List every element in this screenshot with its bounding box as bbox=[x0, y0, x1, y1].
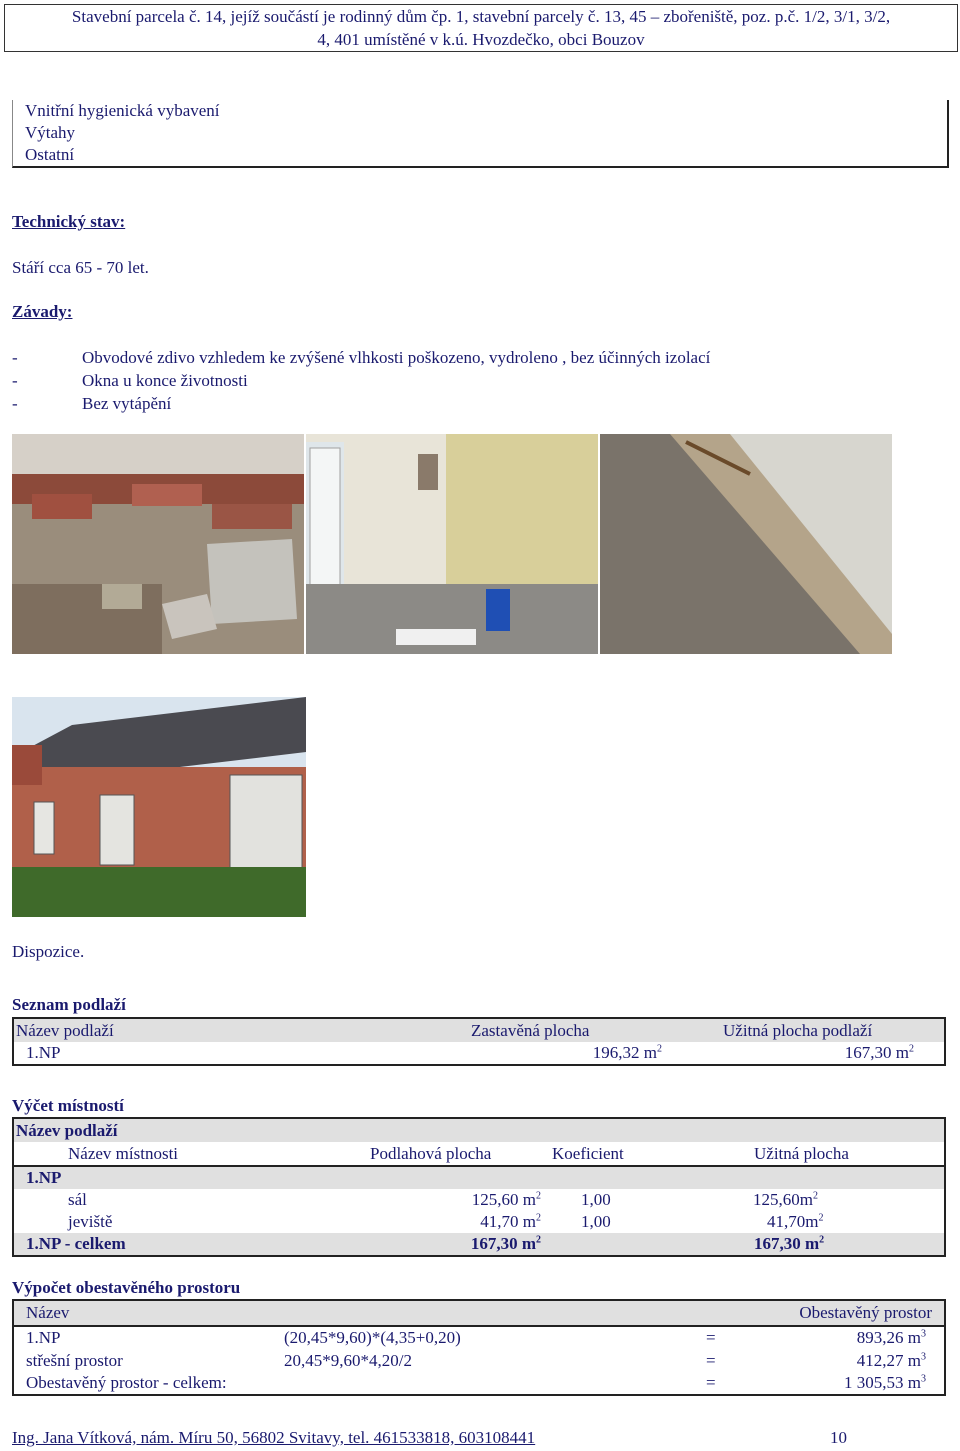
rooms-header-name: Název místnosti bbox=[68, 1143, 179, 1163]
table-row bbox=[13, 1211, 945, 1233]
equipment-item: Vnitřní hygienická vybavení bbox=[25, 101, 220, 120]
rooms-header-area: Podlahová plocha bbox=[370, 1143, 492, 1163]
rooms-total-label: 1.NP - celkem bbox=[26, 1234, 126, 1253]
room-usable: $41,70m^2$ bbox=[767, 1212, 824, 1231]
disposition-label: Dispozice. bbox=[12, 942, 85, 961]
volume-row-eq: = bbox=[706, 1373, 716, 1392]
defect-item: - Bez vytápění bbox=[12, 394, 172, 413]
volume-row-value: 893,26 $m^3$ bbox=[856, 1328, 926, 1347]
page-header bbox=[4, 4, 958, 52]
defect-item: - Okna u konce životnosti bbox=[12, 371, 248, 390]
volume-row-formula: (20,45*9,60)*(4,35+0,20) bbox=[284, 1328, 461, 1347]
rooms-header-coef: Koeficient bbox=[552, 1143, 624, 1163]
room-coef: 1,00 bbox=[581, 1212, 611, 1231]
volume-header-value: Obestavěný prostor bbox=[799, 1303, 932, 1322]
rooms-total-usable: 167,30 $m^2$ bbox=[754, 1234, 825, 1253]
room-name: sál bbox=[68, 1190, 87, 1209]
volume-header-name: Název bbox=[26, 1303, 70, 1322]
footer-contact: Ing. Jana Vítková, nám. Míru 50, 56802 Svitavy, tel. 461533818, 603108441 bbox=[12, 1428, 536, 1447]
photo-wall-base bbox=[600, 434, 892, 654]
room-coef: 1,00 bbox=[581, 1190, 611, 1209]
table-row bbox=[13, 1326, 945, 1349]
floors-heading: Seznam podlaží bbox=[12, 995, 126, 1014]
rooms-table bbox=[12, 1117, 946, 1257]
rooms-heading: Výčet místností bbox=[12, 1096, 124, 1115]
table-row bbox=[13, 1189, 945, 1211]
volume-row-formula: 20,45*9,60*4,20/2 bbox=[284, 1350, 412, 1370]
volume-heading: Výpočet obestavěného prostoru bbox=[12, 1278, 241, 1297]
photo-interior bbox=[306, 434, 598, 654]
rooms-floor-header: Název podlaží bbox=[16, 1120, 118, 1140]
floors-row-built: 196,32 $m^2$ bbox=[592, 1043, 662, 1062]
rooms-floor-name: 1.NP bbox=[26, 1168, 62, 1187]
equipment-list bbox=[12, 100, 949, 168]
equipment-item: Ostatní bbox=[25, 145, 75, 164]
page-number: 10 bbox=[830, 1428, 847, 1447]
defects-list bbox=[12, 346, 710, 415]
header-line-1: Stavební parcela č. 14, jejíž součástí je rodinný dům čp. 1, stavební parcely č. 13, 45 – zbořeniště, poz. p.č. 1/2, 3/1, 3/2, bbox=[71, 7, 891, 26]
volume-table bbox=[12, 1299, 946, 1396]
volume-row-eq: = bbox=[706, 1328, 716, 1347]
header-line-2: 4, 401 umístěné v k.ú. Hvozdečko, obci Bouzov bbox=[317, 30, 645, 49]
technical-heading: Technický stav: bbox=[12, 212, 126, 231]
rooms-total-area: 167,30 $m^2$ bbox=[470, 1234, 541, 1253]
floors-row-usable: 167,30 $m^2$ bbox=[844, 1043, 914, 1062]
table-row bbox=[13, 1372, 945, 1395]
volume-row-formula bbox=[283, 1372, 705, 1395]
defect-item: - Obvodové zdivo vzhledem ke zvýšené vlhkosti poškozeno, vydroleno , bez účinných izolací bbox=[12, 348, 711, 367]
photo-exterior bbox=[12, 697, 306, 917]
floors-header-usable: Užitná plocha podlaží bbox=[723, 1020, 873, 1040]
room-name: jeviště bbox=[68, 1212, 113, 1231]
photo-damaged-wall bbox=[12, 434, 304, 654]
room-area: 125,60 $m^2$ bbox=[471, 1190, 541, 1209]
equipment-item: Výtahy bbox=[25, 123, 76, 142]
volume-row-value: 1 305,53 $m^3$ bbox=[844, 1373, 926, 1392]
building-age: Stáří cca 65 - 70 let. bbox=[12, 258, 149, 277]
floors-row-name: 1.NP bbox=[26, 1043, 61, 1062]
room-usable: $125,60m^2$ bbox=[753, 1190, 818, 1209]
volume-row-name: 1.NP bbox=[26, 1328, 61, 1347]
volume-row-name: Obestavěný prostor - celkem: bbox=[26, 1373, 227, 1392]
rooms-header-usable: Užitná plocha bbox=[754, 1143, 849, 1163]
floors-table bbox=[12, 1017, 946, 1066]
volume-row-name: střešní prostor bbox=[26, 1350, 123, 1370]
room-area: 41,70 $m^2$ bbox=[480, 1212, 541, 1231]
floors-header-name: Název podlaží bbox=[16, 1020, 114, 1040]
volume-row-eq: = bbox=[706, 1350, 716, 1370]
table-row bbox=[13, 1349, 945, 1372]
defects-heading: Závady: bbox=[12, 302, 73, 321]
volume-row-value: 412,27 $m^3$ bbox=[856, 1350, 926, 1370]
floors-header-built: Zastavěná plocha bbox=[471, 1020, 590, 1040]
